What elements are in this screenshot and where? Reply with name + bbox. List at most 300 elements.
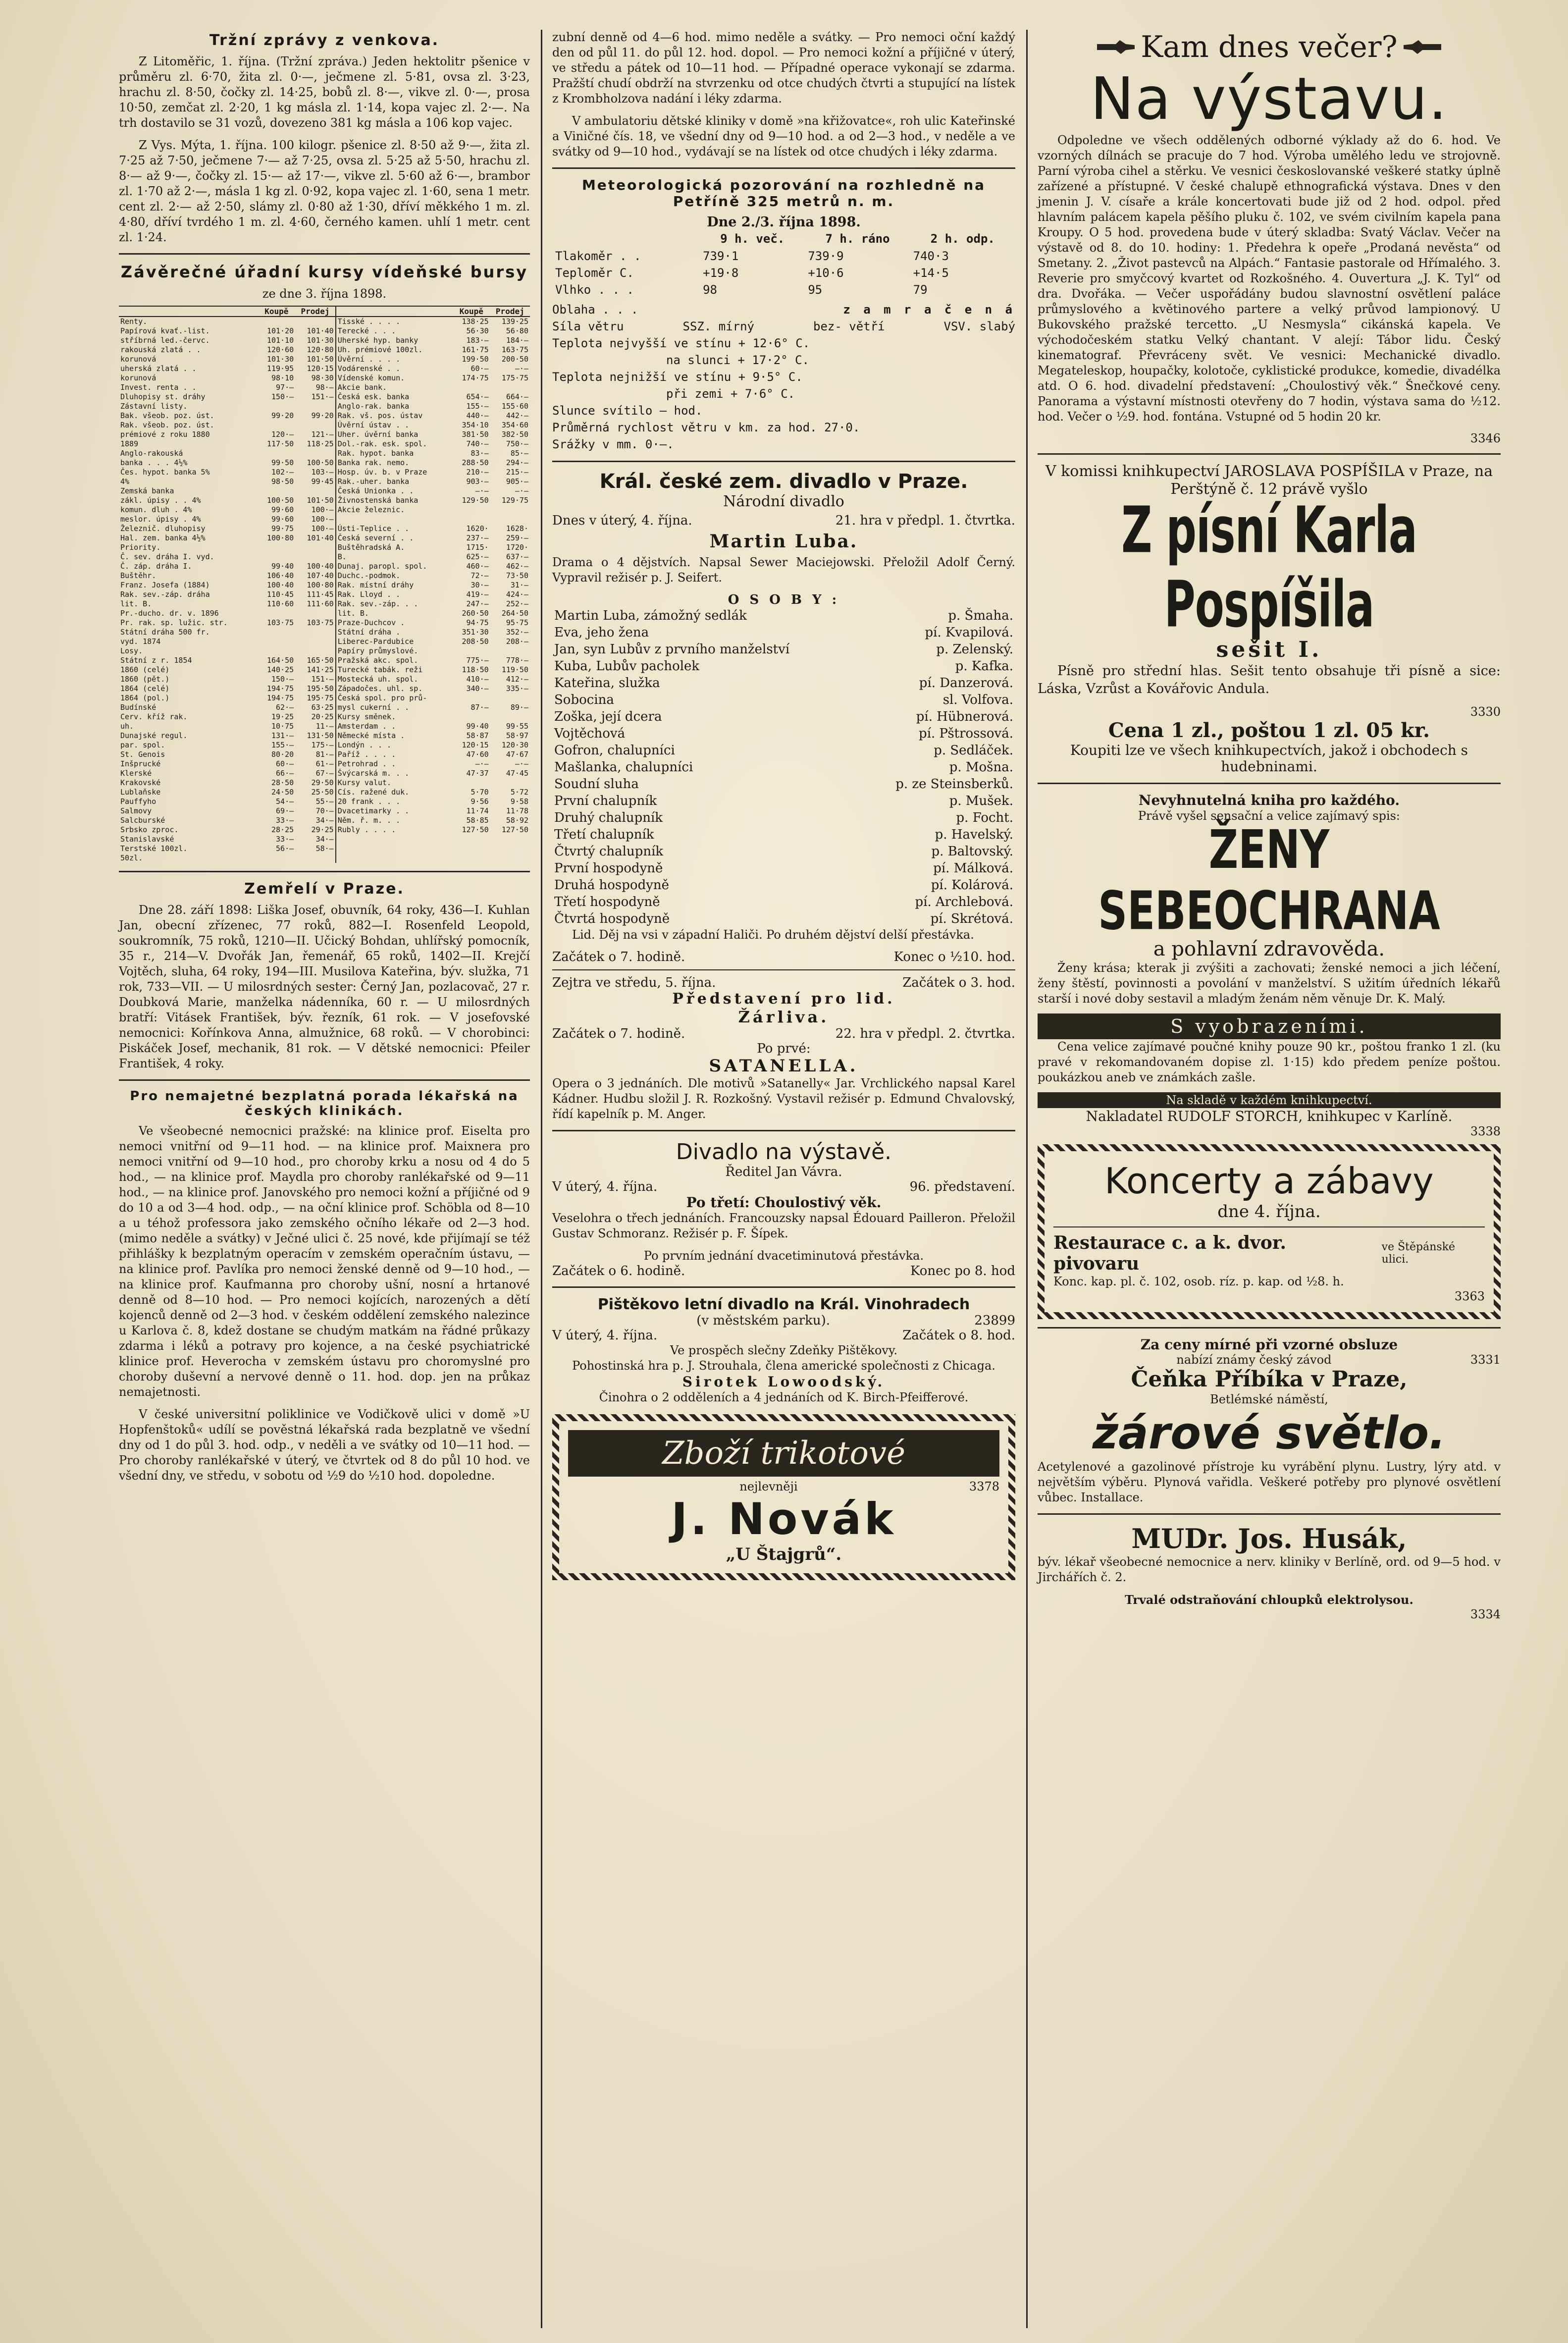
list-item <box>552 675 1015 692</box>
trzni-vys-myto: Z Vys. Mýta, 1. října. 100 kilogr. pšenice zl. 8·50 až 9·—, žita zl. 7·25 až 7·50, ječmene 7·— až 7·25, ovsa zl. 5·25 až 5·50, hrachu zl. 8·— až 9·—, čočky zl. 15·— až 17·—, vikve zl. 5·60 až 6·—, brambor zl. 1·70 až 2·—, másla 1 kg zl. 0·92, kopa vajec zl. 1·60, sena 1 metr. cent zl. 2·— až 2·50, slámy zl. 0·80 až 1·30, dříví měkkého 1 m. zl. 4·80, dříví tvrdého 1 m. zl. 4·60, černého kamen. uhlí 1 metr. cent zl. 1·24. <box>119 138 530 244</box>
kursy-cell: 30·— <box>470 581 489 589</box>
kursy-cell: Č. záp. dráha I. <box>120 562 192 571</box>
kursy-cell: Bak. všeob. poz. úst. <box>120 411 214 420</box>
kursy-cell: 120·— <box>271 430 294 439</box>
kursy-cell: 139·25 <box>501 317 528 326</box>
kursy-cell: 81·— <box>315 750 334 759</box>
kursy-cell: 410·— <box>466 675 489 684</box>
kursy-cell: Vídenské komun. <box>336 373 453 383</box>
kursy-cell: 110·60 <box>266 599 294 608</box>
kursy-cell: 131·50 <box>307 731 334 740</box>
kursy-cell: 903·— <box>466 477 489 486</box>
kursy-cell: 58·85 <box>466 816 489 825</box>
kursy-cell: 100·— <box>311 505 334 514</box>
kursy-cell: 905·— <box>506 477 528 486</box>
table-row <box>119 675 530 684</box>
kursy-cell: 118·25 <box>307 439 334 448</box>
kniha-heading: Nevyhnutelná kniha pro každého. <box>1138 792 1400 808</box>
kursy-cell: 11·— <box>315 722 334 731</box>
kursy-cell: 28·25 <box>271 825 294 834</box>
cast-role: Čtvrtý chalupník <box>554 844 664 859</box>
husak-foot: Trvalé odstraňování chloupků elektrolysou. <box>1125 1593 1413 1607</box>
vystava-foot: Po prvním jednání dvacetiminutová přestávka. <box>643 1249 924 1263</box>
table-row <box>119 750 530 759</box>
sklad-banner: Na skladě v každém knihkupectví. <box>1038 1092 1501 1108</box>
meteo-t4: při zemi + 7·6° C. <box>666 387 795 401</box>
kursy-cell: 120·15 <box>307 364 334 373</box>
kursy-cell: 101·40 <box>307 326 334 335</box>
meteo-cell: 79 <box>913 283 928 297</box>
table-row <box>119 581 530 590</box>
kursy-cell <box>258 543 295 552</box>
trikot-addr: „U Štajgrů“. <box>726 1544 842 1564</box>
table-row <box>552 248 1015 265</box>
kursy-cell: 200·50 <box>501 355 528 364</box>
kursy-cell: 110·45 <box>266 590 294 599</box>
osoby-table <box>552 607 1015 927</box>
kursy-cell: 119·50 <box>501 665 528 674</box>
kursy-cell: Uher. úvěrní banka <box>336 430 453 439</box>
kursy-cell: Rak. hypot. banka <box>336 449 453 458</box>
table-row <box>119 825 530 835</box>
koncerty-date: dne 4. října. <box>1217 1202 1321 1222</box>
kursy-col-header <box>119 306 258 317</box>
kursy-cell: 120·60 <box>266 345 294 354</box>
meteo-cell: +19·8 <box>703 266 739 280</box>
kursy-cell: 56·30 <box>466 326 489 335</box>
kursy-cell: Německé místa . <box>336 731 453 741</box>
kursy-cell <box>453 693 490 703</box>
kursy-cell: 100·80 <box>266 533 294 542</box>
table-row <box>119 646 530 656</box>
cast-actor: p. Havelský. <box>935 827 1013 842</box>
kursy-cell: 47·37 <box>466 769 489 778</box>
divider <box>552 461 1015 462</box>
cast-role: Soudní sluha <box>554 777 639 792</box>
meteo-oblaha-value: z a m r a č e n á <box>843 303 1015 317</box>
list-item <box>552 658 1015 675</box>
list-item <box>552 860 1015 877</box>
kursy-cell: 103·— <box>311 468 334 477</box>
vystava-program: Odpoledne ve všech oddělených odborné výklady až do 6. hod. Ve vzorných dílnách se pracuje do 7 hod. Výroba umělého ledu ve strojovně. Parní výroba cihel a stěrku. Ve vesnici českoslovanské veškeré statky úplně zařízené a přístupné. V české chalupě ethnografická výstava. Dnes v den jmenin J. V. císaře a krále koncertovati bude již od 2 hod. odpol. před hlavním palácem kapela pěšího pluku č. 102, ve svém civilním kapela pana Kroupy. O 5 hod. provedena bude v úterý skladba: Svatý Václav. Večer na výstavě od 8. do 10. hodiny: 1. Předehra k opeře „Prodaná nevěsta“ od Smetany. 2. „Život pastevců na Alpách.“ Fantasie pastorale od Hřímalého. 3. Reverie pro smyčcový kvartet od Rozkošného. 4. Ouvertura „J. K. Tyl“ od dra. Dvořáka. — Večer uspořádány budou slavnostní osvětlení paláce průmyslového a květinového partere a velký průvod lampionový. U Bukovského pražské tercetto. „U Nesmysla“ cikánská kapela. Ve východočeském statku Velký chantant. V alejí: Tábor lidu. Český kinematograf. Převráceny svět. Ve vesnici: Mechanické divadlo. Megateleskop, houpačky, kolotoče, cyklistické produkce, komedie, divadélka atd. O 6. hod. divadelní představení: „Choulostivý věk.“ Šnečkové ceny. Panorama a výstavní místnosti otevřeny do 7 hodin, výstava sama do ½12. hod. Večer o ½9. hod. fontána. Vstupné od 5 hodin 20 kr. <box>1038 133 1501 424</box>
table-row <box>119 515 530 524</box>
kursy-cell: Rubly . . . . <box>336 825 453 835</box>
divadlo-predplatne: 21. hra v předpl. 1. čtvrtka. <box>835 513 1015 528</box>
kursy-cell: Dunajské regul. <box>120 731 188 740</box>
kursy-cell: 5·70 <box>470 788 489 797</box>
kam-title: Kam dnes večer? <box>1141 30 1398 64</box>
kursy-cell: 1864 (pol.) <box>120 693 170 702</box>
cast-role: Zoška, její dcera <box>554 709 662 724</box>
table-row <box>119 628 530 637</box>
kursy-cell: Mostecká uh. spol. <box>336 675 453 684</box>
kursy-cell: 119·95 <box>266 364 294 373</box>
kursy-cell: Buštěhradská A. <box>336 543 453 552</box>
lid-zacatek: Začátek o 7. hodině. <box>552 1026 685 1041</box>
kursy-cell: Dol.-rak. esk. spol. <box>336 439 453 449</box>
kursy-cell: 165·50 <box>307 656 334 665</box>
rest-num: 3363 <box>1454 1289 1485 1303</box>
kursy-cell: 100·50 <box>307 458 334 467</box>
pisni-title: Z písní Karla Pospíšila <box>1121 493 1417 642</box>
kursy-cell: 99·45 <box>311 477 334 486</box>
kursy-cell: 150·— <box>271 675 294 684</box>
satanella-title: SATANELLA. <box>709 1056 859 1076</box>
cast-actor: pí. Pštrossová. <box>919 726 1013 741</box>
kursy-cell: 99·50 <box>271 458 294 467</box>
porada-text: Ve všeobecné nemocnici pražské: na klinice prof. Eiselta pro nemoci vnitřní od 9—11 hod. — na klinice prof. Maixnera pro nemoci vnitřní od 9—10 hod., pro choroby krku a nosu od 4 do 5 hod., — na klinice prof. Maydla pro choroby ranlékařské od 9—11 hod., — na klinice prof. Janovského pro nemoci kožní a příjičné od 9 do 10 a od 3—4 hod. odp., — na oční klinice prof. Schöbla od 8—10 a u téhož professora jako zemského očního lékaře od 2—3 hod. (mimo neděle a svátky) v Ječné ulici č. 25 nové, kde přijímají se též přihlášky k bezplatným operacím v zemském operačním ústavu, — na klinice prof. Pavlíka pro nemoci ženské denně od 9—10 hod., — na klinice prof. Kaufmanna pro choroby ušní, nosní a hrtanové denně od 8—10 hod. — Pro nemoci kojících, narozených a dětí kojenců denně od 2—3 hod. v českém oddělení zemského nalezince u Karlova č. 8, kdež dostane se chudým matkám na řádné průkazy zdarma i léků a potravy pro kojence, a na české psychiatrické klinice prof. Heverocha v zemském ústavu pro choromyslné pro choroby duševní a nervové denně o 11. hod. dop. jen na průkaz nemajetnosti. <box>119 1124 530 1399</box>
meteo-cell: Tlakoměr . . <box>555 249 641 263</box>
meteo-t1: Teplota nejvyšší ve stínu + 12·6° C. <box>552 336 810 350</box>
kursy-cell: B. <box>336 552 453 562</box>
kursy-cell: Západočes. uhl. sp. <box>336 684 453 693</box>
column-3 <box>1038 30 1501 1621</box>
koncerty-ad <box>1038 1144 1501 1319</box>
kursy-cell <box>295 628 336 637</box>
pist-zacatek: Začátek o 8. hod. <box>902 1328 1015 1343</box>
kursy-cell: 354·10 <box>462 421 489 429</box>
kursy-cell: 151·— <box>311 392 334 401</box>
column-rule-1 <box>541 30 542 2328</box>
kursy-cell: 352·— <box>506 628 528 637</box>
kursy-cell: Turecké tabák. reži <box>336 665 453 675</box>
pointing-hand-icon <box>1403 38 1442 56</box>
table-row <box>119 778 530 788</box>
kursy-cell <box>258 421 295 430</box>
list-item <box>552 607 1015 624</box>
kursy-cell: 33·— <box>276 816 294 825</box>
cast-actor: pí. Skrétová. <box>930 911 1013 926</box>
kursy-cell: korunová <box>120 373 157 382</box>
kursy-cell: 11·74 <box>466 806 489 815</box>
zeny-sub: a pohlavní zdravověda. <box>1153 938 1385 960</box>
kursy-cell <box>490 505 530 515</box>
divider <box>119 1079 530 1081</box>
kursy-cell: 60·— <box>276 759 294 768</box>
kursy-cell: 99·20 <box>271 411 294 420</box>
kursy-cell: Amsterdam . . <box>336 722 453 731</box>
table-row <box>119 402 530 411</box>
divadlo-heading: Král. české zem. divadlo v Praze. <box>599 470 968 493</box>
kursy-cell <box>490 844 530 853</box>
kursy-cell: Papírová kvať.-list. <box>120 326 210 335</box>
meteo-t2: na slunci + 17·2° C. <box>666 353 809 367</box>
kursy-cell: 9·56 <box>470 797 489 806</box>
trikot-name: J. Novák <box>671 1493 896 1544</box>
table-row <box>119 543 530 552</box>
pist-num: 23899 <box>974 1313 1015 1328</box>
meteo-cell: 740·3 <box>913 249 949 263</box>
table-row <box>119 326 530 336</box>
list-item <box>552 776 1015 793</box>
meteo-vitr-label: Síla větru <box>552 320 624 333</box>
cast-actor: p. Zelenský. <box>936 642 1013 657</box>
table-row <box>119 392 530 402</box>
vystava-prvni: Po třetí: Choulostivý věk. <box>686 1194 882 1211</box>
table-row <box>552 265 1015 281</box>
kursy-cell: Dluhopisy st. dráhy <box>120 392 206 401</box>
kursy-cell: 237·— <box>466 533 489 542</box>
kursy-cell <box>490 712 530 722</box>
kursy-cell: Tisské . . . . <box>336 317 453 326</box>
kursy-cell: Terecké . . . <box>336 326 453 336</box>
intro-text: zubní denně od 4—6 hod. mimo neděle a svátky. — Pro nemoci oční každý den od půl 11. do půl 12. hod. dopol. — Pro nemoci kožní a příjičné v úterý, ve středu a pátek od 10—11 hod. — Případné operace vykonají se zdarma. Pražští chudí obdrží na stvrzenku od otce chudých čtvrti a stupující na lístek z Krombholzova nadání i léky zdarma. <box>552 30 1015 106</box>
kursy-cell: prémiové z roku 1880 <box>120 430 210 439</box>
table-row <box>119 355 530 364</box>
kursy-cell: 140·25 <box>266 665 294 674</box>
vystava-date: V úterý, 4. října. <box>552 1179 658 1194</box>
divider <box>552 1130 1015 1131</box>
kursy-cell: 31·— <box>510 581 528 589</box>
kursy-cell: 174·75 <box>462 373 489 382</box>
kursy-cell: 351·30 <box>462 628 489 637</box>
kursy-cell <box>295 552 336 562</box>
list-item <box>552 877 1015 894</box>
pist-info: Ve prospěch slečny Zdeňky Pištěkovy. <box>670 1343 897 1357</box>
list-item <box>552 894 1015 910</box>
kursy-cell: banka . . . 4½% <box>120 458 188 467</box>
sesit-title: sešit I. <box>1216 637 1322 662</box>
kursy-cell: Klerské <box>120 769 152 778</box>
meteo-t3: Teplota nejnižší ve stínu + 9·5° C. <box>552 370 803 384</box>
kursy-col-header: Koupě <box>258 306 295 317</box>
meteo-vitr-1: SSZ. mírný <box>682 320 754 333</box>
meteo-col-header <box>552 230 700 248</box>
kursy-cell <box>453 383 490 392</box>
kursy-cell: Rak. všeob. poz. úst. <box>120 421 214 429</box>
kursy-cell <box>453 778 490 788</box>
kursy-cell <box>490 646 530 656</box>
table-row <box>119 468 530 477</box>
cast-role: Vojtěchová <box>554 726 626 741</box>
kursy-cell: 120·15 <box>462 741 489 749</box>
kursy-cell: 29·25 <box>311 825 334 834</box>
table-row <box>119 656 530 665</box>
trikot-num: 3378 <box>969 1480 999 1493</box>
kursy-cell: 294·— <box>506 458 528 467</box>
kursy-cell <box>336 844 453 853</box>
meteo-heading: Meteorologická pozorování na rozhledně na Petříně 325 metrů n. m. <box>581 177 986 210</box>
kursy-cell: Zástavní listy. <box>120 402 188 411</box>
kursy-cell <box>258 486 295 496</box>
kursy-cell: Petrohrad . . <box>336 759 453 769</box>
zarove-title: žárové světlo. <box>1092 1407 1446 1459</box>
table-row <box>119 533 530 543</box>
kursy-cell: 195·50 <box>307 684 334 693</box>
list-item <box>552 708 1015 725</box>
kursy-cell: 462·— <box>506 562 528 571</box>
kursy-cell: 129·75 <box>501 496 528 505</box>
cast-role: Třetí hospodyně <box>554 895 660 909</box>
kursy-cell: 99·75 <box>271 524 294 533</box>
kursy-cell: 67·— <box>315 769 334 778</box>
ceny-heading: Za ceny mírné při vzorné obsluze <box>1140 1336 1398 1353</box>
kursy-cell: 117·50 <box>266 439 294 448</box>
kursy-cell: 131·— <box>271 731 294 740</box>
table-row <box>119 552 530 562</box>
cast-actor: p. Baltovský. <box>931 844 1013 859</box>
divider <box>119 253 530 255</box>
table-row <box>119 684 530 693</box>
cast-role: Druhá hospodyně <box>554 878 670 893</box>
table-row <box>119 759 530 769</box>
kursy-cell: 382·50 <box>501 430 528 439</box>
kursy-cell: 62·— <box>276 703 294 712</box>
meteo-table <box>552 230 1015 298</box>
meteo-oblaha-label: Oblaha . . . <box>552 303 638 317</box>
kursy-cell: 99·20 <box>311 411 334 420</box>
kursy-cell: Akcie bank. <box>336 383 453 392</box>
lid-predplatne: 22. hra v předpl. 2. čtvrtka. <box>835 1026 1015 1041</box>
kursy-cell: 99·40 <box>271 562 294 571</box>
cast-actor: p. Mošna. <box>949 760 1013 775</box>
kursy-cell: 50zl. <box>120 853 143 862</box>
cast-role: První hospodyně <box>554 861 663 876</box>
kursy-cell: 194·75 <box>266 684 294 693</box>
kursy-cell: 1889 <box>120 439 139 448</box>
hra1-info: Drama o 4 dějstvích. Napsal Sewer Maciejowski. Přeložil Adolf Černý. Vypravil režisér p. J. Seifert. <box>552 555 1015 585</box>
kursy-cell: 5·72 <box>510 788 528 797</box>
kursy-cell: meslor. úpisy . 4% <box>120 515 201 524</box>
kursy-cell: Úvěrní ústav . . <box>336 421 453 430</box>
rest-text: Konc. kap. pl. č. 102, osob. ríz. p. kap. od ½8. h. <box>1053 1275 1344 1288</box>
kursy-cell: 99·60 <box>271 505 294 514</box>
meteo-cell: +10·6 <box>808 266 844 280</box>
kursy-cell: 164·50 <box>266 656 294 665</box>
kursy-cell: Pauffyho <box>120 797 157 806</box>
kursy-cell: 80·20 <box>271 750 294 759</box>
kursy-cell: 33·— <box>276 835 294 844</box>
kursy-cell: Renty. <box>120 317 148 326</box>
kursy-cell: 141·25 <box>307 665 334 674</box>
kursy-cell: 101·30 <box>307 336 334 345</box>
meteo-t7: Srážky v mm. 0·—. <box>552 437 674 451</box>
meteo-cell: 95 <box>808 283 823 297</box>
cast-role: Eva, jeho žena <box>554 625 649 640</box>
porada-heading: Pro nemajetné bezplatná porada lékařská na českých klinikách. <box>130 1089 519 1118</box>
kursy-cell: —·— <box>515 364 528 373</box>
kursy-cell: 103·75 <box>266 618 294 627</box>
kursy-cell <box>258 646 295 656</box>
kursy-cell: Srbsko zproc. <box>120 825 179 834</box>
kursy-cell: 99·60 <box>271 515 294 524</box>
meteo-cell: +14·5 <box>913 266 949 280</box>
kursy-cell: 103·75 <box>307 618 334 627</box>
kursy-col-header: Prodej <box>295 306 336 317</box>
list-item <box>552 793 1015 809</box>
kursy-cell: 215·— <box>506 468 528 477</box>
kursy-cell <box>258 853 295 863</box>
kursy-cell: 101·40 <box>307 533 334 542</box>
kursy-cell: Londýn . . . <box>336 741 453 750</box>
kursy-cell: 28·50 <box>271 778 294 787</box>
kursy-cell: Vodárenské . . <box>336 364 453 373</box>
kursy-cell: 111·45 <box>307 590 334 599</box>
pisni-num: 3330 <box>1470 705 1501 719</box>
cast-role: Jan, syn Lubův z prvního manželství <box>554 642 790 657</box>
kursy-cell: 20 frank . . . <box>336 797 453 806</box>
vystava-pred: 96. představení. <box>909 1179 1015 1194</box>
kursy-cell: par. spol. <box>120 741 165 749</box>
cast-role: Třetí chalupník <box>554 827 654 842</box>
kursy-cell <box>453 505 490 515</box>
trikot-title: Zboží trikotové <box>568 1430 999 1477</box>
kursy-cell: Rak. Lloyd . . <box>336 590 453 599</box>
table-row <box>119 364 530 373</box>
kursy-cell: 19·25 <box>271 712 294 721</box>
trzni-litomerice: Z Litoměřic, 1. října. (Tržní zpráva.) Jeden hektolitr pšenice v průměru zl. 6·70, žita zl. 0·—, ječmene zl. 5·81, ovsa zl. 3·23, hrachu zl. 8·50, čočky zl. 14·25, bobů zl. 8·—, vikve zl. 0·—, prosa 10·50, zemčat zl. 2·20, 1 kg másla zl. 1·14, kopa vajec zl. 2·—. Na trh dostavilo se 31 vozů, dovezeno 381 kg másla a 106 kop vajec. <box>119 54 530 130</box>
divider <box>1038 453 1501 455</box>
table-row <box>119 853 530 863</box>
kursy-cell: Paříž . . . . <box>336 750 453 759</box>
kursy-cell: 264·50 <box>501 609 528 618</box>
kursy-cell: Státní dráha 500 fr. <box>120 628 210 637</box>
kursy-cell: Lublaňske <box>120 788 161 797</box>
cast-role: Sobocina <box>554 692 614 707</box>
kursy-cell: mysl cukerní . . <box>336 703 453 712</box>
kursy-cell: 1620· <box>466 524 489 533</box>
kursy-cell: 100·40 <box>307 562 334 571</box>
kursy-cell: 155·60 <box>501 402 528 411</box>
divider <box>1038 1513 1501 1515</box>
kursy-cell <box>336 515 453 524</box>
table-row <box>119 637 530 646</box>
kursy-cell: Úvěrní . . . . <box>336 355 453 364</box>
trikot-ad <box>552 1414 1015 1580</box>
column-2 <box>552 30 1015 1586</box>
kursy-cell: 56·80 <box>506 326 528 335</box>
list-item <box>552 910 1015 927</box>
kursy-cell: 47·67 <box>506 750 528 759</box>
kursy-cell: Švýcarská m. . . <box>336 769 453 778</box>
vystava-zacatek: Začátek o 6. hodině. <box>552 1264 685 1278</box>
hra1-konec: Konec o ½10. hod. <box>893 950 1015 964</box>
kursy-cell: Anglo-rakouská <box>120 449 183 458</box>
kursy-col-header: Prodej <box>490 306 530 317</box>
cast-actor: p. Focht. <box>956 810 1013 825</box>
kursy-cell: 210·— <box>466 468 489 477</box>
kursy-cell: 34·— <box>315 835 334 844</box>
kursy-cell: 61·— <box>315 759 334 768</box>
kursy-cell: 58·92 <box>506 816 528 825</box>
kursy-col-header <box>336 306 453 317</box>
kursy-cell: 199·50 <box>462 355 489 364</box>
kursy-cell: 101·10 <box>266 336 294 345</box>
kursy-cell <box>258 402 295 411</box>
kursy-cell: Kursy směnek. <box>336 712 453 722</box>
kursy-cell: 85·— <box>510 449 528 458</box>
zemreli-heading: Zemřelí v Praze. <box>244 880 405 898</box>
kursy-cell: 100·— <box>311 515 334 524</box>
kursy-cell: 664·— <box>506 392 528 401</box>
meteo-t6: Průměrná rychlost větru v km. za hod. 27·0. <box>552 421 860 434</box>
list-item <box>552 742 1015 759</box>
kursy-cell: rakouská zlatá . . <box>120 345 201 354</box>
kursy-cell: 163·75 <box>501 345 528 354</box>
table-row <box>119 373 530 383</box>
kursy-cell <box>453 835 490 844</box>
meteo-cell: Vlhko . . . <box>555 283 634 297</box>
kursy-cell <box>453 853 490 863</box>
kursy-cell <box>258 609 295 618</box>
table-row <box>119 421 530 430</box>
table-row <box>119 590 530 599</box>
divadlo-date: Dnes v úterý, 4. října. <box>552 513 692 528</box>
kursy-cell: Česká esk. banka <box>336 392 453 402</box>
lid-poprve: Po prvé: <box>757 1041 811 1056</box>
kursy-cell: 87·— <box>470 703 489 712</box>
kursy-cell: Živnostenská banka <box>336 496 453 505</box>
